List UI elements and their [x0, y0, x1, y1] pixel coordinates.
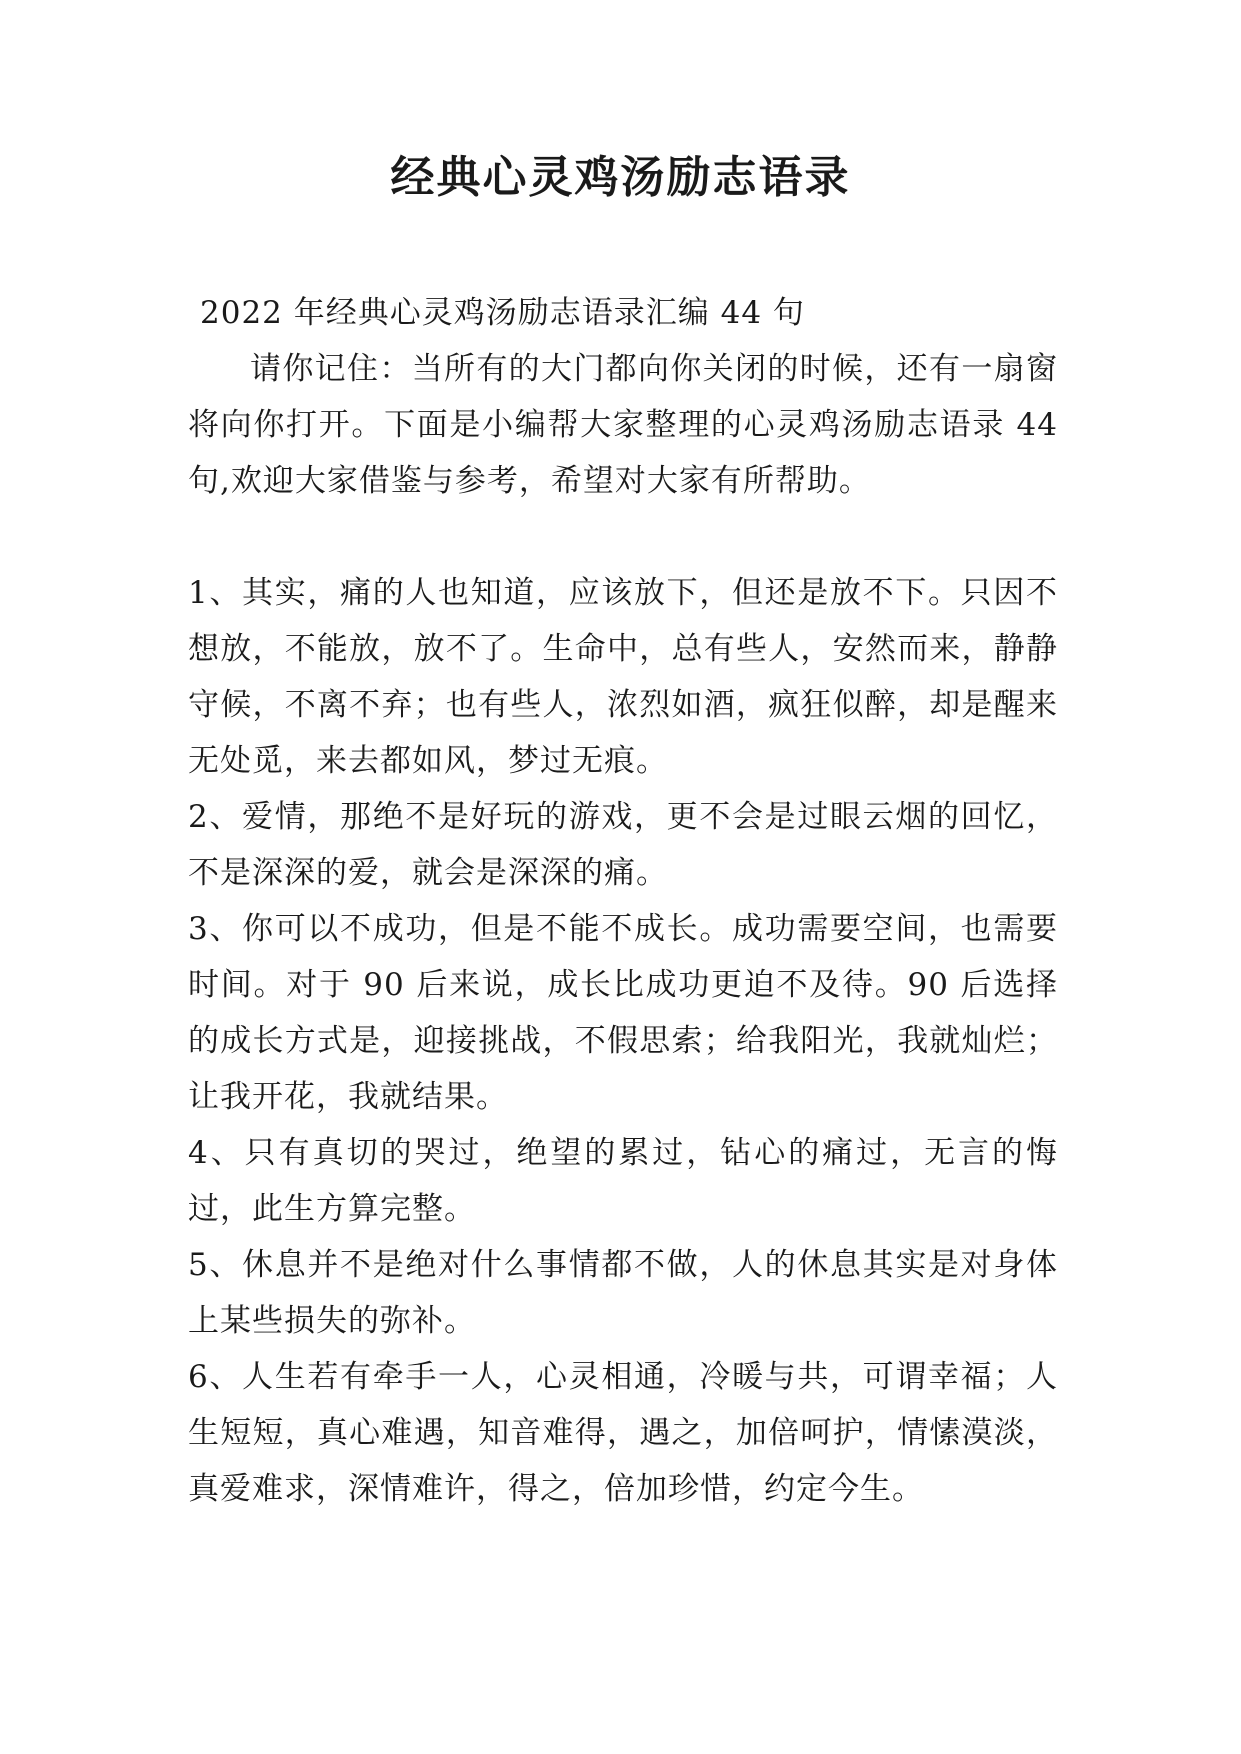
paragraph-spacer [188, 509, 1058, 565]
document-subtitle: 2022 年经典心灵鸡汤励志语录汇编 44 句 [200, 295, 805, 331]
quote-item: 2、爱情，那绝不是好玩的游戏，更不会是过眼云烟的回忆，不是深深的爱，就会是深深的痛。 [188, 799, 1058, 891]
quote-item: 6、人生若有牵手一人，心灵相通，冷暖与共，可谓幸福；人生短短，真心难遇，知音难得，遇之，加倍呵护，情愫漠淡，真爱难求，深情难许，得之，倍加珍惜，约定今生。 [188, 1359, 1058, 1507]
document-title: 经典心灵鸡汤励志语录 [390, 152, 851, 203]
intro-paragraph: 请你记住：当所有的大门都向你关闭的时候，还有一扇窗将向你打开。下面是小编帮大家整理的心灵鸡汤励志语录 44 句,欢迎大家借鉴与参考，希望对大家有所帮助。 [188, 351, 1058, 499]
document-body [188, 285, 1058, 1517]
quote-list [188, 565, 1058, 1517]
quote-item: 5、休息并不是绝对什么事情都不做，人的休息其实是对身体上某些损失的弥补。 [188, 1247, 1058, 1339]
quote-item: 1、其实，痛的人也知道，应该放下，但还是放不下。只因不想放，不能放，放不了。生命中，总有些人，安然而来，静静守候，不离不弃；也有些人，浓烈如酒，疯狂似醉，却是醒来无处觅，来去都如风，梦过无痕。 [188, 575, 1058, 779]
quote-item: 4、只有真切的哭过，绝望的累过，钻心的痛过，无言的悔过，此生方算完整。 [188, 1135, 1058, 1227]
quote-item: 3、你可以不成功，但是不能不成长。成功需要空间，也需要时间。对于 90 后来说，成长比成功更迫不及待。90 后选择的成长方式是，迎接挑战，不假思索；给我阳光，我就灿烂；让我开花，我就结果。 [188, 911, 1058, 1115]
